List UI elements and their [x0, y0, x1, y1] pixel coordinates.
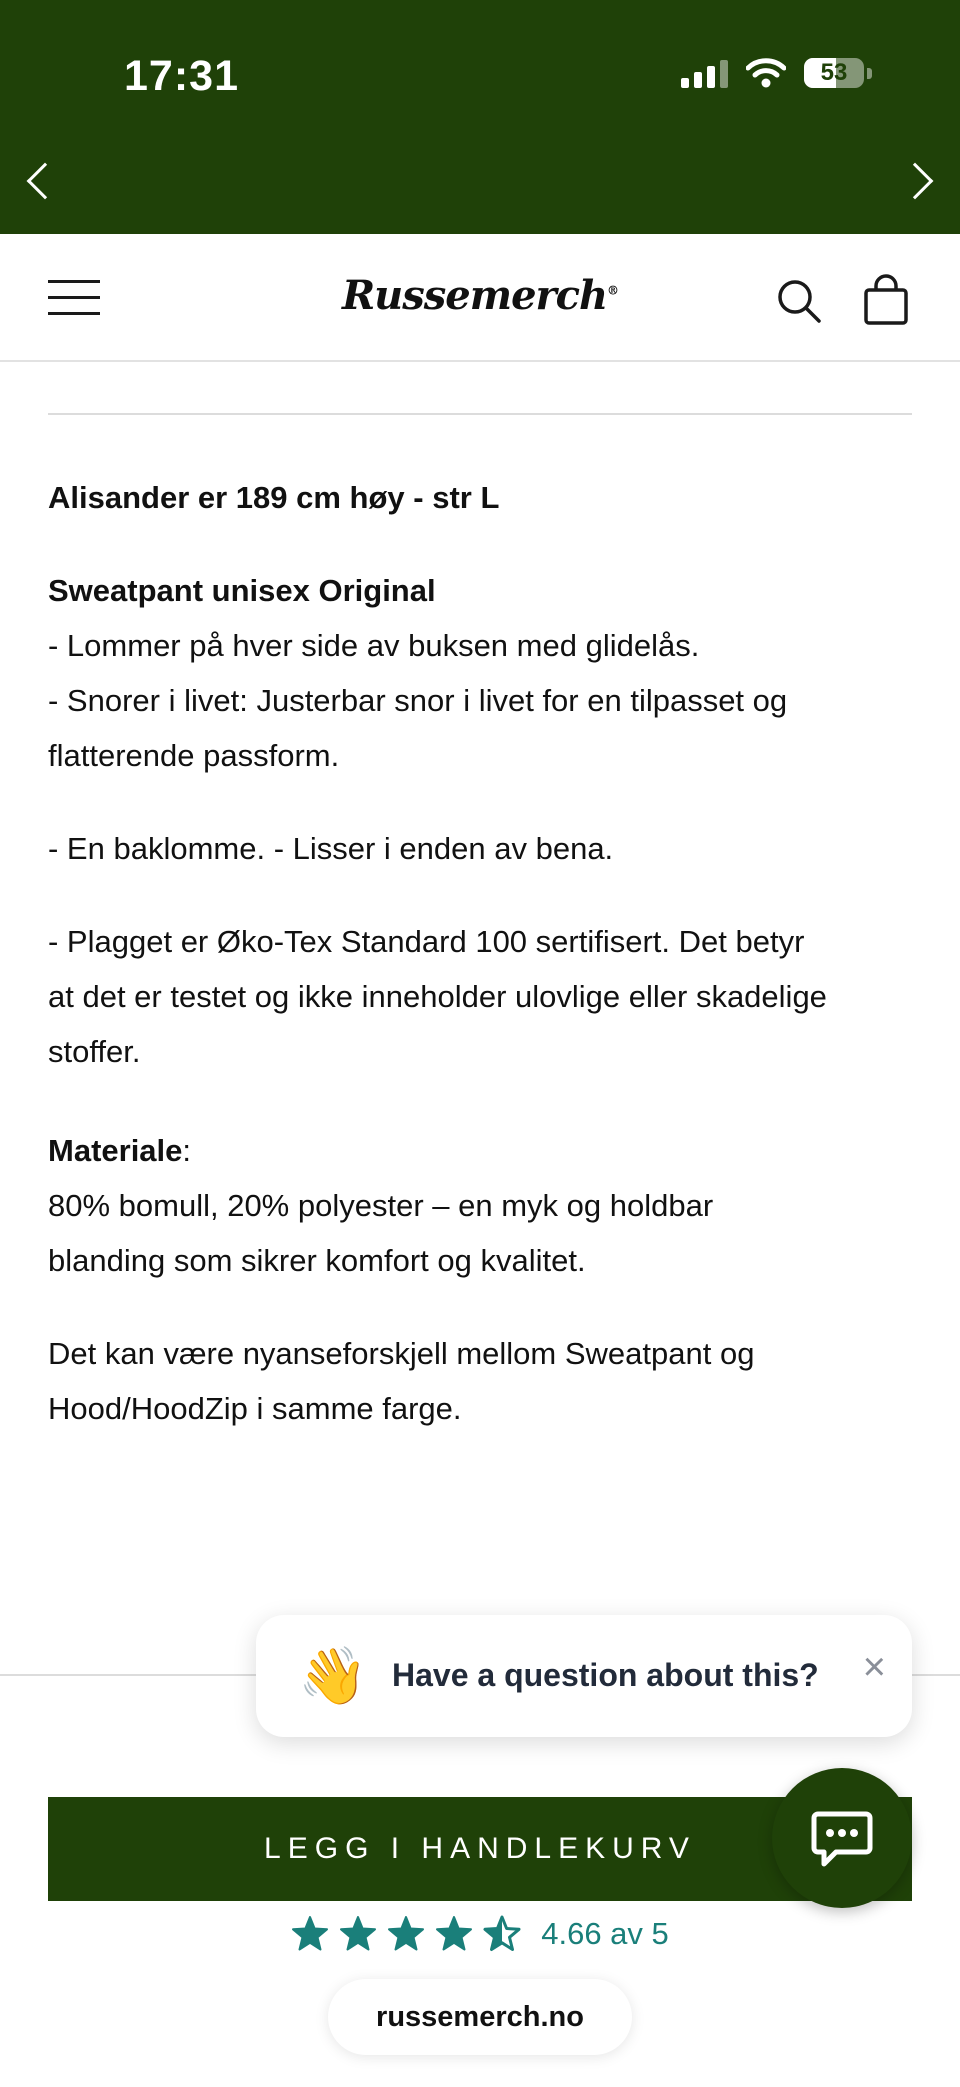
- rating-stars: [291, 1915, 521, 1953]
- logo-text: Russemerch: [341, 272, 608, 319]
- section-divider: [48, 413, 912, 415]
- wifi-icon: [746, 58, 786, 88]
- feature-drawstring-cont: flatterende passform.: [48, 738, 340, 773]
- star-icon: [387, 1915, 425, 1953]
- half-star-icon: [483, 1915, 521, 1953]
- oeko-tex-line-2: at det er testet og ikke inneholder ulovlige eller skadelige: [48, 979, 827, 1014]
- star-icon: [339, 1915, 377, 1953]
- product-title: Sweatpant unisex Original: [48, 573, 436, 608]
- feature-pockets: - Lommer på hver side av buksen med glidelås.: [48, 628, 700, 663]
- model-size-line: Alisander er 189 cm høy - str L: [48, 480, 500, 515]
- material-line-2: blanding som sikrer komfort og kvalitet.: [48, 1243, 586, 1278]
- browser-url-bar[interactable]: russemerch.no: [328, 1979, 632, 2055]
- chevron-left-icon[interactable]: [27, 163, 64, 200]
- rating-text: 4.66 av 5: [541, 1916, 669, 1951]
- top-banner: [0, 0, 960, 234]
- chevron-right-icon[interactable]: [897, 163, 934, 200]
- shade-note-1: Det kan være nyanseforskjell mellom Sweatpant og: [48, 1336, 755, 1371]
- product-rating[interactable]: [0, 1915, 960, 1953]
- feature-drawstring: - Snorer i livet: Justerbar snor i livet for en tilpasset og: [48, 683, 788, 718]
- material-line-1: 80% bomull, 20% polyester – en myk og holdbar: [48, 1188, 714, 1223]
- feature-back-pocket: - En baklomme. - Lisser i enden av bena.: [48, 831, 614, 866]
- search-icon[interactable]: [776, 278, 822, 324]
- status-time: 17:31: [124, 52, 239, 100]
- chat-question[interactable]: Have a question about this?: [392, 1657, 819, 1693]
- battery-tip: [867, 68, 872, 79]
- chat-button[interactable]: [772, 1768, 912, 1908]
- bag-icon[interactable]: [862, 274, 910, 326]
- close-icon[interactable]: ×: [862, 1645, 886, 1689]
- signal-icon: [681, 58, 728, 88]
- material-colon: :: [182, 1133, 192, 1168]
- star-icon: [291, 1915, 329, 1953]
- logo-mark: ®: [607, 283, 619, 298]
- status-indicators: [681, 58, 872, 88]
- battery-percent: 53: [820, 59, 848, 86]
- product-description: [48, 470, 918, 1436]
- shade-note-2: Hood/HoodZip i samme farge.: [48, 1391, 462, 1426]
- material-heading: [48, 1123, 918, 1178]
- chat-prompt-popup[interactable]: [256, 1615, 912, 1737]
- battery-icon: [804, 58, 864, 88]
- star-icon: [435, 1915, 473, 1953]
- add-to-cart-button[interactable]: LEGG I HANDLEKURV: [48, 1797, 912, 1901]
- waving-hand-icon: 👋: [298, 1644, 368, 1707]
- chat-icon: [810, 1808, 874, 1870]
- oeko-tex-line-3: stoffer.: [48, 1034, 141, 1069]
- oeko-tex-line-1: - Plagget er Øko-Tex Standard 100 sertifisert. Det betyr: [48, 924, 805, 959]
- site-header: [0, 234, 960, 362]
- material-label: Materiale: [48, 1133, 183, 1168]
